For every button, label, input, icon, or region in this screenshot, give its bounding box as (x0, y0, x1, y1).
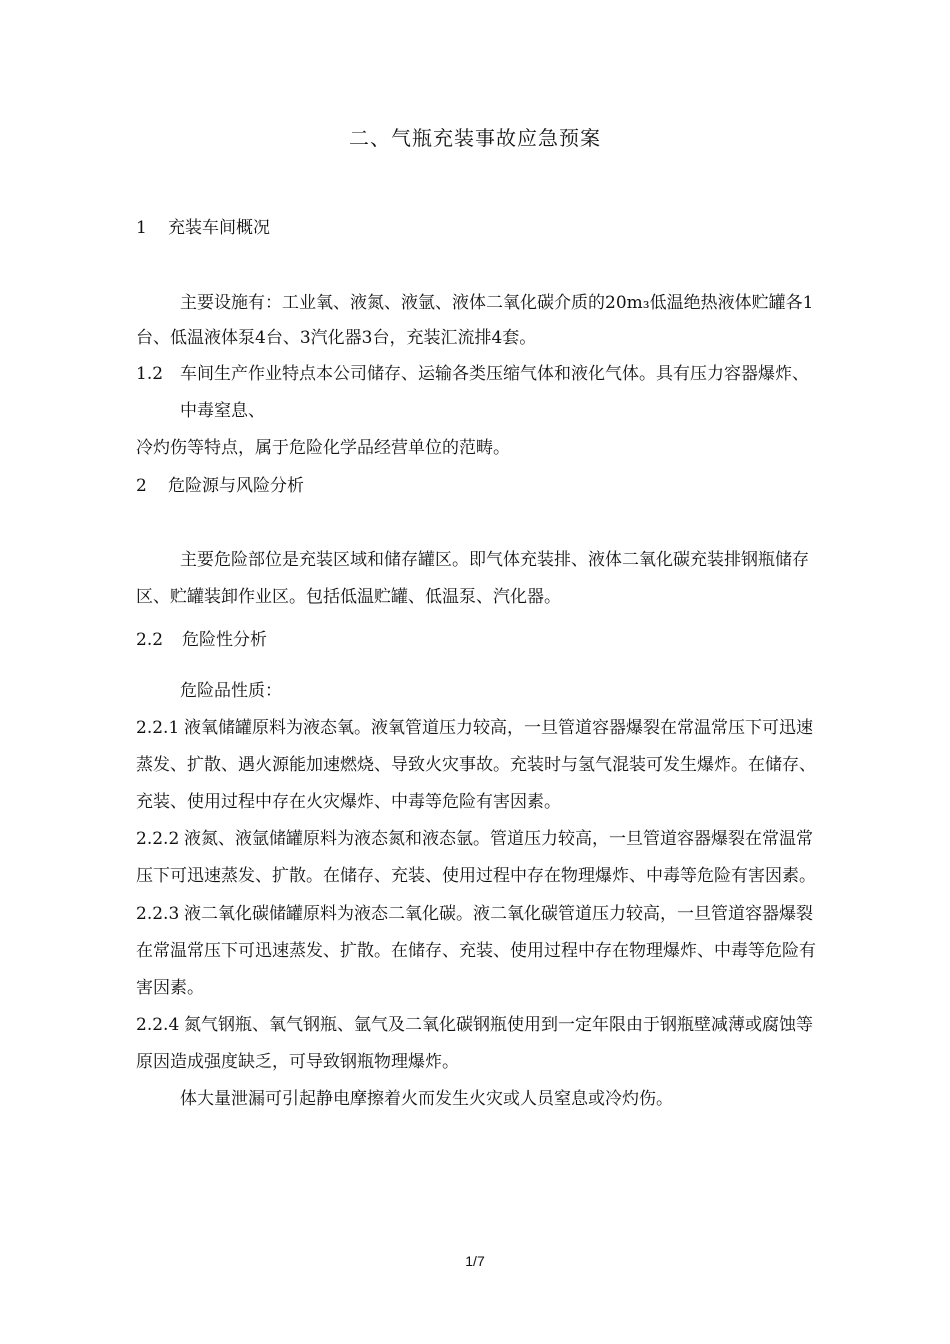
paragraph-text: 液氮、液氩储罐原料为液态氮和液态氩。管道压力较高，一旦管道容器爆裂在常温常 (184, 829, 813, 849)
section-number: 2.2.2 (136, 829, 180, 849)
document-title: 二、气瓶充装事故应急预案 (349, 126, 601, 150)
paragraph-line: 危险品性质： (180, 681, 282, 701)
paragraph-line: 在常温常压下可迅速蒸发、扩散。在储存、充装、使用过程中存在物理爆炸、中毒等危险有 (136, 941, 816, 961)
paragraph-line: 主要设施有：工业氧、液氮、液氩、液体二氧化碳介质的20m₃低温绝热液体贮罐各1 (180, 293, 814, 313)
section-2-2-3-line (136, 902, 813, 926)
paragraph-text: 液二氧化碳储罐原料为液态二氧化碳。液二氧化碳管道压力较高，一旦管道容器爆裂 (184, 904, 813, 924)
paragraph-line: 充装、使用过程中存在火灾爆炸、中毒等危险有害因素。 (136, 792, 561, 812)
paragraph-line: 台、低温液体泵4台、3汽化器3台，充装汇流排4套。 (136, 328, 537, 348)
section-2-2-4-line (136, 1013, 813, 1037)
section-number: 2.2 (136, 630, 164, 650)
section-heading-text: 危险性分析 (182, 630, 267, 650)
paragraph-line: 害因素。 (136, 978, 204, 998)
section-1-2-line (136, 362, 809, 386)
paragraph-line: 压下可迅速蒸发、扩散。在储存、充装、使用过程中存在物理爆炸、中毒等危险有害因素。 (136, 866, 816, 886)
section-2-2-2-line (136, 827, 813, 851)
section-2-2-1-line (136, 716, 813, 740)
section-number: 2.2.4 (136, 1015, 180, 1035)
paragraph-line: 中毒窒息、 (180, 401, 265, 421)
paragraph-line: 主要危险部位是充装区域和储存罐区。即气体充装排、液体二氧化碳充装排钢瓶储存 (180, 550, 809, 570)
paragraph-line: 原因造成强度缺乏，可导致钢瓶物理爆炸。 (136, 1052, 459, 1072)
section-2-2-heading (136, 628, 267, 652)
paragraph-text: 车间生产作业特点本公司储存、运输各类压缩气体和液化气体。具有压力容器爆炸、 (180, 364, 809, 384)
paragraph-line: 体大量泄漏可引起静电摩擦着火而发生火灾或人员窒息或冷灼伤。 (180, 1089, 673, 1109)
paragraph-line: 冷灼伤等特点，属于危险化学品经营单位的范畴。 (136, 438, 510, 458)
section-number: 2 (136, 476, 147, 496)
section-number: 2.2.1 (136, 718, 180, 738)
section-number: 1.2 (136, 364, 164, 384)
paragraph-line: 蒸发、扩散、遇火源能加速燃烧、导致火灾事故。充装时与氢气混装可发生爆炸。在储存、 (136, 755, 816, 775)
paragraph-text: 液氧储罐原料为液态氧。液氧管道压力较高，一旦管道容器爆裂在常温常压下可迅速 (184, 718, 813, 738)
paragraph-text: 氮气钢瓶、氧气钢瓶、氩气及二氧化碳钢瓶使用到一定年限由于钢瓶壁减薄或腐蚀等 (184, 1015, 813, 1035)
paragraph-line: 区、贮罐装卸作业区。包括低温贮罐、低温泵、汽化器。 (136, 587, 561, 607)
section-heading-text: 危险源与风险分析 (168, 476, 304, 496)
section-heading-text: 充装车间概况 (168, 218, 270, 238)
page-number: 1/7 (465, 1253, 485, 1269)
section-number: 2.2.3 (136, 904, 180, 924)
section-number: 1 (136, 218, 147, 238)
section-2-heading (136, 474, 304, 498)
section-1-heading (136, 216, 270, 240)
